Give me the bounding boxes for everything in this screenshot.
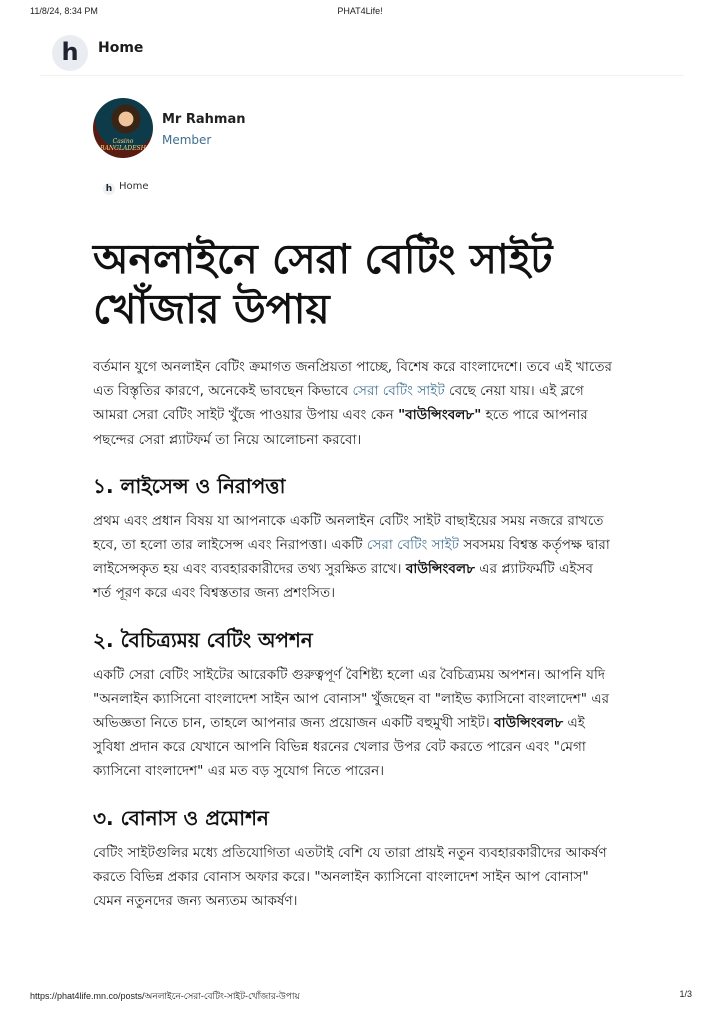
section-2-paragraph	[93, 663, 613, 784]
brand-bold-2: বাউন্সিংবল৮	[405, 561, 475, 578]
print-footer	[0, 984, 720, 1018]
section-2-heading: ২. বৈচিত্র্যময় বেটিং অপশন	[93, 627, 313, 652]
author-block	[93, 98, 493, 162]
brand-bold: "বাউন্সিংবল৮"	[398, 407, 482, 424]
print-tab-title: PHAT4Life!	[337, 6, 383, 16]
section-1-paragraph	[93, 509, 613, 606]
best-betting-site-link[interactable]: সেরা বেটিং সাইট	[352, 383, 445, 400]
avatar[interactable]	[93, 98, 153, 158]
avatar-logo-text: Casino BANGLADESH	[100, 138, 146, 152]
intro-text-3: হতে পারে আপনার পছন্দের সেরা প্ল্যাটফর্ম তা নিয়ে আলোচনা করবো।	[93, 407, 588, 448]
site-header	[40, 33, 684, 76]
intro-text-2: বেছে নেয়া যায়। এই ব্লগে আমরা সেরা বেটিং সাইট খুঁজে পাওয়ার উপায় এবং কেন	[93, 383, 584, 424]
section-1-text-2: সবসময় বিশ্বস্ত কর্তৃপক্ষ দ্বারা লাইসেন্সকৃত হয় এবং ব্যবহারকারীদের তথ্য সুরক্ষিত রাখে।	[93, 537, 610, 578]
breadcrumb-logo-icon: h	[103, 183, 115, 195]
article-title: অনলাইনে সেরা বেটিং সাইট খোঁজার উপায়	[93, 235, 553, 333]
author-role: Member	[162, 133, 212, 147]
section-1-text-3: এর প্ল্যাটফর্মটি এইসব শর্ত পূরণ করে এবং বিশ্বস্ততার জন্য প্রশংসিত।	[93, 561, 593, 602]
article-body	[93, 355, 613, 933]
breadcrumb-home[interactable]: Home	[119, 181, 149, 192]
section-3-text-1: বেটিং সাইটগুলির মধ্যে প্রতিযোগিতা এতটাই বেশি যে তারা প্রায়ই নতুন ব্যবহারকারীদের আকর্ষণ করতে বিভিন্ন প্রকার বোনাস অফার করে। "অনলাইন ক্যাসিনো বাংলাদেশ সাইন আপ বোনাস" যেমন নতুনদের জন্য অন্যতম আকর্ষণ।	[93, 844, 607, 910]
section-2-text-2: এই সুবিধা প্রদান করে যেখানে আপনি বিভিন্ন ধরনের খেলার উপর বেট করতে পারেন এবং "মেগা ক্যাসিনো বাংলাদেশ" এর মত বড় সুযোগ নিতে পারেন।	[93, 715, 586, 780]
author-name[interactable]: Mr Rahman	[162, 112, 246, 127]
brand-bold-3: বাউন্সিংবল৮	[494, 715, 564, 732]
section-1-text-1: প্রথম এবং প্রধান বিষয় যা আপনাকে একটি অনলাইন বেটিং সাইট বাছাইয়ের সময় নজরে রাখতে হবে, তা হলো তার লাইসেন্স এবং নিরাপত্তা। একটি	[93, 512, 604, 554]
section-3-paragraph	[93, 841, 613, 914]
site-logo-letter: h	[61, 38, 79, 66]
section-1-heading: ১. লাইসেন্স ও নিরাপত্তা	[93, 473, 286, 498]
intro-text-1: বর্তমান যুগে অনলাইন বেটিং ক্রমাগত জনপ্রিয়তা পাচ্ছে, বিশেষ করে বাংলাদেশে। তবে এই খাতের এত বিস্তৃতির কারণে, অনেকেই ভাবছেন কিভাবে	[93, 359, 612, 400]
section-3-heading: ৩. বোনাস ও প্রমোশন	[93, 805, 269, 830]
print-url: https://phat4life.mn.co/posts/অনলাইনে-সেরা-বেটিং-সাইট-খোঁজার-উপায়	[30, 991, 300, 1001]
best-betting-site-link-2[interactable]: সেরা বেটিং সাইট	[366, 537, 460, 554]
print-header	[0, 6, 720, 20]
section-2-text-1: একটি সেরা বেটিং সাইটের আরেকটি গুরুত্বপূর্ণ বৈশিষ্ট্য হলো এর বৈচিত্র্যময় অপশন। আপনি যদি "অনলাইন ক্যাসিনো বাংলাদেশ সাইন আপ বোনাস" খুঁজছেন বা "লাইভ ক্যাসিনো বাংলাদেশ" এর অভিজ্ঞতা নিতে চান, তাহলে আপনার জন্য প্রয়োজন একটি বহুমুখী সাইট।	[93, 666, 610, 732]
print-datetime: 11/8/24, 8:34 PM	[30, 6, 98, 16]
site-logo[interactable]	[52, 35, 88, 71]
intro-paragraph	[93, 355, 613, 452]
home-link[interactable]: Home	[98, 40, 144, 56]
print-page-number: 1/3	[679, 989, 692, 999]
